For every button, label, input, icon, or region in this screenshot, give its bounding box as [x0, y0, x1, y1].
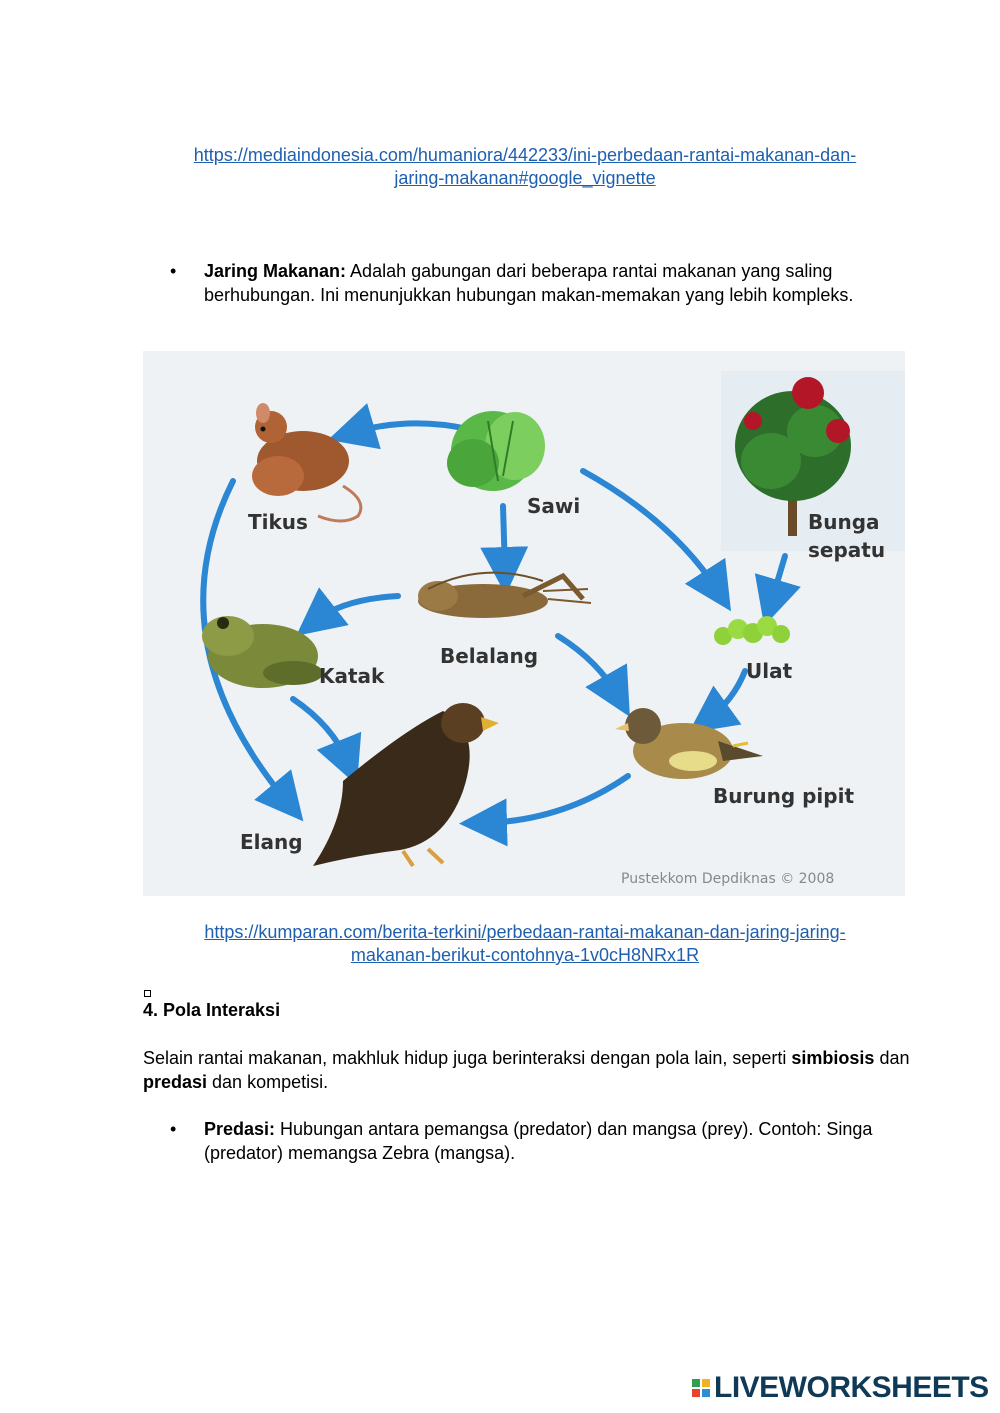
- small-square-marker: [144, 990, 151, 997]
- logo-square-2: [702, 1379, 710, 1387]
- bullet-text: [204, 1117, 910, 1165]
- label-bunga-2: sepatu: [808, 538, 886, 562]
- link-line-2[interactable]: makanan-berikut-contohnya-1v0cH8NRx1R: [350, 945, 700, 965]
- label-bunga-1: Bunga: [808, 510, 880, 534]
- para-simbiosis: simbiosis: [791, 1048, 875, 1068]
- bullet-predasi: [170, 1117, 910, 1165]
- food-web-diagram: [143, 351, 905, 896]
- label-elang: Elang: [240, 830, 303, 854]
- section-title: 4. Pola Interaksi: [143, 1000, 281, 1020]
- label-belalang: Belalang: [440, 644, 539, 668]
- food-web-figure: [143, 351, 905, 896]
- para-text-2: dan: [874, 1048, 910, 1068]
- term-jaring-makanan: Jaring Makanan:: [204, 261, 347, 281]
- bullet-jaring-makanan: [170, 259, 910, 307]
- arrow-sawi-belalang: [503, 506, 505, 571]
- link-line-2[interactable]: jaring-makanan#google_vignette: [394, 168, 656, 188]
- bullet-text: [204, 259, 910, 307]
- para-text-3: dan kompetisi.: [207, 1072, 329, 1092]
- bullet-dot: •: [170, 261, 177, 281]
- term-predasi: Predasi:: [204, 1119, 276, 1139]
- source-link-kumparan[interactable]: [140, 921, 910, 967]
- logo-wordmark: LIVEWORKSHEETS: [714, 1371, 989, 1404]
- bullet-dot: •: [170, 1119, 177, 1139]
- figure-credit: Pustekkom Depdiknas © 2008: [621, 871, 835, 887]
- source-link-media-indonesia[interactable]: [140, 144, 910, 190]
- link-line-1[interactable]: https://mediaindonesia.com/humaniora/442233/ini-perbedaan-rantai-makanan-dan-: [193, 145, 857, 165]
- label-burung-pipit: Burung pipit: [713, 784, 855, 808]
- link-line-1[interactable]: https://kumparan.com/berita-terkini/perbedaan-rantai-makanan-dan-jaring-jaring-: [204, 922, 846, 942]
- logo-icon: [692, 1379, 710, 1397]
- label-katak: Katak: [319, 664, 385, 688]
- label-tikus: Tikus: [248, 510, 308, 534]
- definition-predasi: Hubungan antara pemangsa (predator) dan mangsa (prey). Contoh: Singa (predator) memangsa Zebra (mangsa).: [204, 1119, 873, 1163]
- logo-square-1: [692, 1379, 700, 1387]
- label-sawi: Sawi: [527, 494, 581, 518]
- logo-square-4: [702, 1389, 710, 1397]
- para-text-1: Selain rantai makanan, makhluk hidup juga berinteraksi dengan pola lain, seperti: [143, 1048, 792, 1068]
- label-ulat: Ulat: [746, 659, 793, 683]
- logo-square-3: [692, 1389, 700, 1397]
- para-predasi: predasi: [143, 1072, 208, 1092]
- section-paragraph: [143, 1046, 913, 1094]
- definition-jaring-makanan: Adalah gabungan dari beberapa rantai makanan yang saling berhubungan. Ini menunjukkan hubungan makan-memakan yang lebih kompleks.: [204, 261, 854, 305]
- liveworksheets-logo: [692, 1372, 989, 1404]
